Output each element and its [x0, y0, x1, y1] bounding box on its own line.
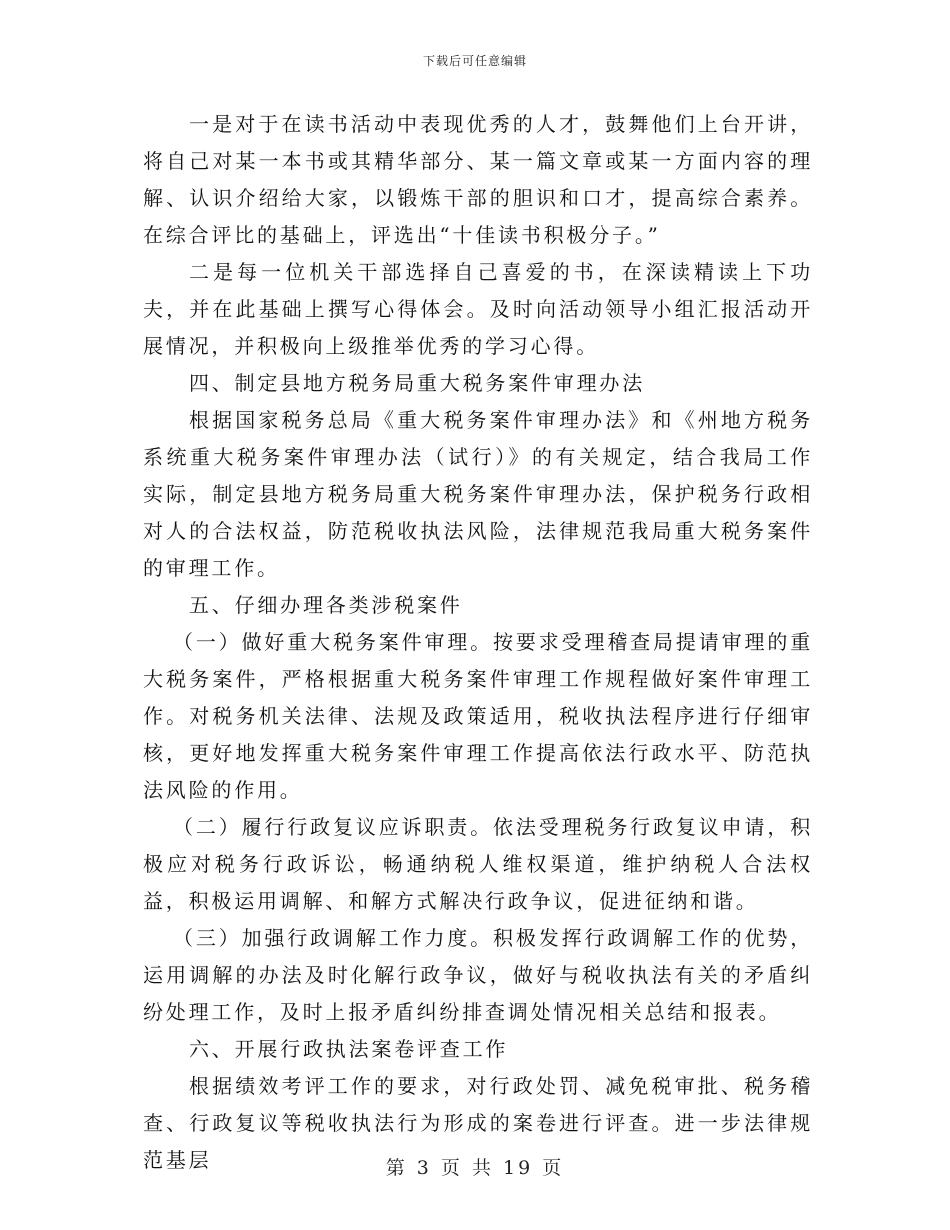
paragraph-case-review-rules: 根据国家税务总局《重大税务案件审理办法》和《州地方税务系统重大税务案件审理办法（试行）》的有关规定，结合我局工作实际，制定县地方税务局重大税务案件审理办法，保护税务行政相对人的合法权益，防范税收执法风险，法律规范我局重大税务案件的审理工作。 — [143, 408, 813, 580]
section-heading-four: 四、制定县地方税务局重大税务案件审理办法 — [189, 371, 645, 395]
paragraph-item-one: （一）做好重大税务案件审理。按要求受理稽查局提请审理的重大税务案件，严格根据重大税务案件审理工作规程做好案件审理工作。对税务机关法律、法规及政策适用，税收执法程序进行仔细审核，更好地发挥重大税务案件审理工作提高依法行政水平、防范执法风险的作用。 — [143, 630, 813, 802]
paragraph-item-three: （三）加强行政调解工作力度。积极发挥行政调解工作的优势，运用调解的办法及时化解行政争议，做好与税收执法有关的矛盾纠纷处理工作，及时上报矛盾纠纷排查调处情况相关总结和报表。 — [143, 926, 813, 1024]
section-heading-six: 六、开展行政执法案卷评查工作 — [189, 1037, 509, 1061]
paragraph-reading-activity-two: 二是每一位机关干部选择自己喜爱的书，在深读精读上下功夫，并在此基础上撰写心得体会。及时向活动领导小组汇报活动开展情况，并积极向上级推举优秀的学习心得。 — [143, 260, 813, 358]
page-number-footer: 第 3 页 共 19 页 — [385, 1157, 565, 1179]
paragraph-reading-activity-one: 一是对于在读书活动中表现优秀的人才，鼓舞他们上台开讲，将自己对某一本书或其精华部分、某一篇文章或某一方面内容的理解、认识介绍给大家，以锻炼干部的胆识和口才，提高综合素养。在综合评比的基础上，评选出“十佳读书积极分子。” — [143, 112, 813, 247]
section-heading-five: 五、仔细办理各类涉税案件 — [189, 593, 463, 617]
paragraph-case-file-evaluation: 根据绩效考评工作的要求，对行政处罚、减免税审批、税务稽查、行政复议等税收执法行为形成的案卷进行评查。进一步法律规范基层 — [143, 1074, 813, 1172]
paragraph-item-two: （二）履行行政复议应诉职责。依法受理税务行政复议申请，积极应对税务行政诉讼，畅通纳税人维权渠道，维护纳税人合法权益，积极运用调解、和解方式解决行政争议，促进征纳和谐。 — [143, 815, 813, 913]
document-body — [143, 106, 813, 1179]
page-header: 下载后可任意编辑 — [422, 54, 527, 68]
